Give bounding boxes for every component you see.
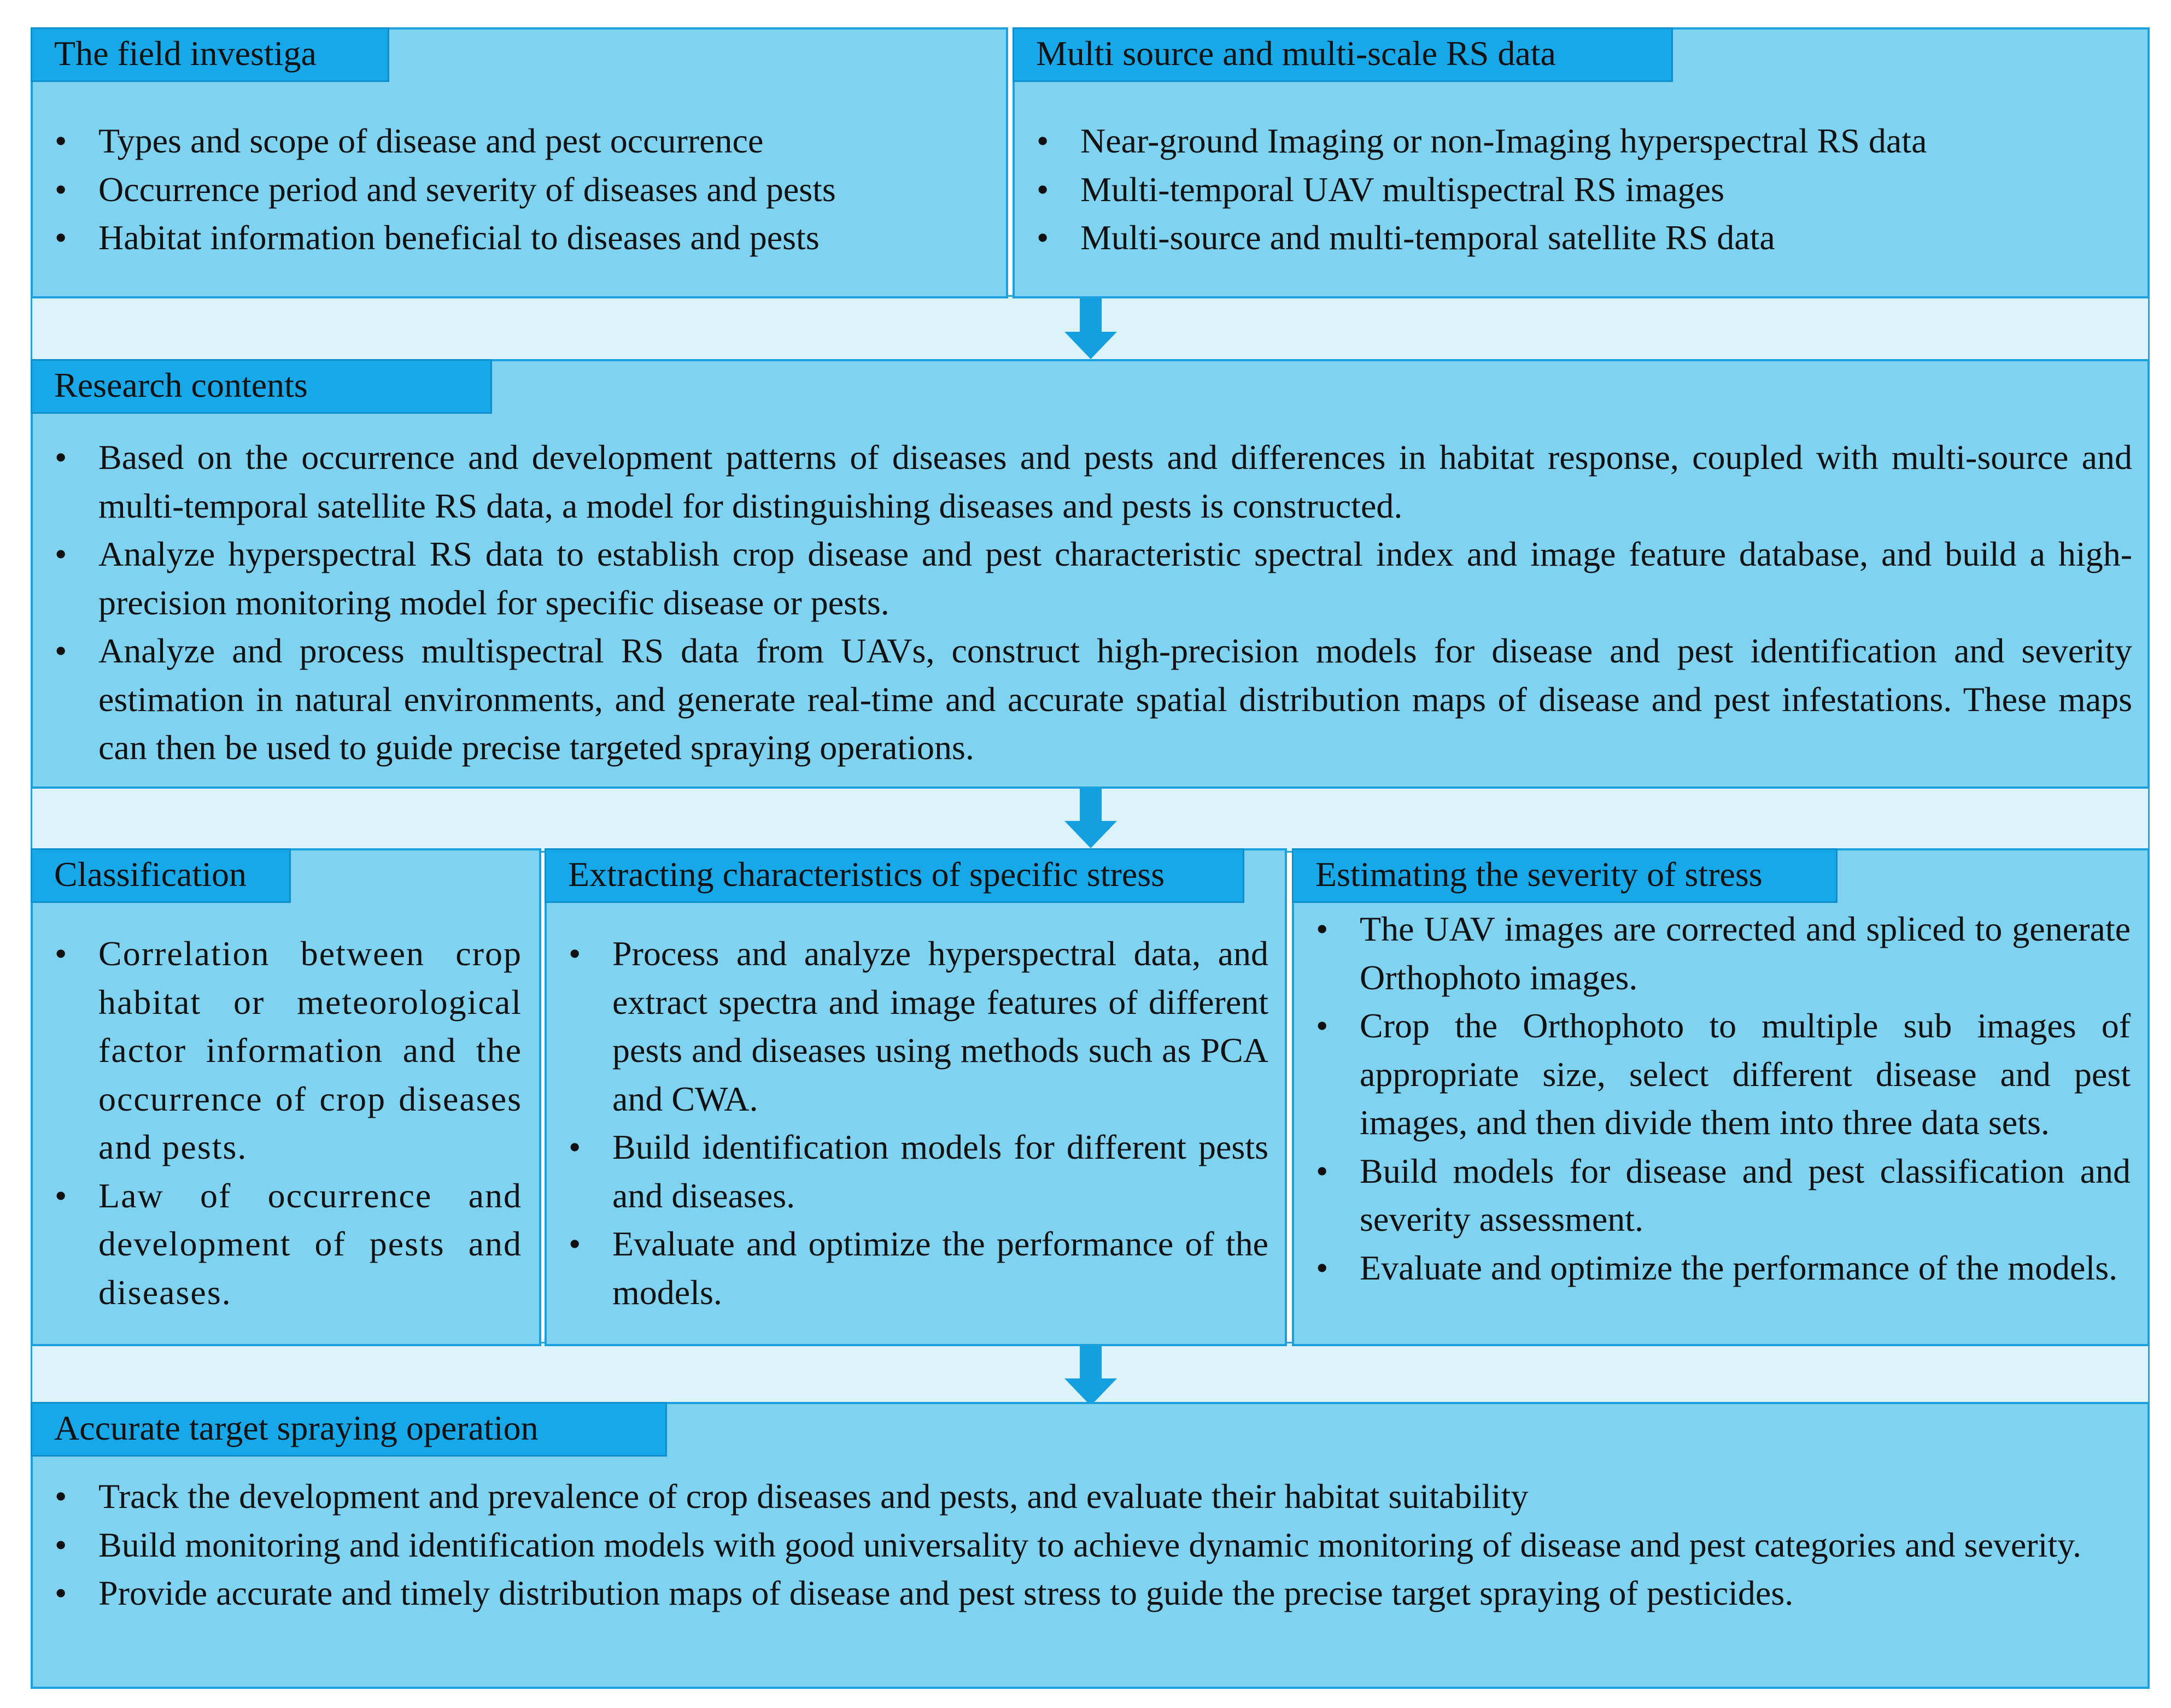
list-item: • Build monitoring and identification models with good universality to achieve dynamic monitoring of disease and pest categories and severity. [33, 1521, 2132, 1570]
list-item: • The UAV images are corrected and spliced to generate Orthophoto images. [1294, 905, 2131, 1002]
field-investigation-box [31, 27, 1008, 298]
target-spraying-title: Accurate target spraying operation [31, 1402, 667, 1457]
estimating-severity-list [1294, 905, 2131, 1292]
list-item: • Provide accurate and timely distribution maps of disease and pest stress to guide the precise target spraying of pesticides. [33, 1569, 2132, 1618]
classification-box [31, 848, 541, 1346]
estimating-severity-box [1292, 848, 2150, 1346]
research-contents-box [31, 359, 2150, 789]
list-item: • Types and scope of disease and pest occurrence [33, 117, 962, 166]
target-spraying-box [31, 1402, 2150, 1689]
list-item: • Multi-source and multi-temporal satellite RS data [1015, 214, 2130, 262]
extracting-characteristics-title: Extracting characteristics of specific stress [545, 848, 1244, 903]
list-item: • Based on the occurrence and development patterns of diseases and pests and differences in habitat response, coupled with multi-source and multi-temporal satellite RS data, a model for distinguishing diseases and pests is constructed. [33, 433, 2132, 530]
list-item: • Build identification models for different pests and diseases. [547, 1123, 1268, 1220]
extracting-characteristics-box [545, 848, 1287, 1346]
rs-data-box [1013, 27, 2150, 298]
list-item: • Near-ground Imaging or non-Imaging hyperspectral RS data [1015, 117, 2130, 166]
classification-title: Classification [31, 848, 291, 903]
list-item: • Analyze and process multispectral RS data from UAVs, construct high-precision models for disease and pest identification and severity estimation in natural environments, and generate real-time and accurate spatial distribution maps of disease and pest infestations. These maps can then be used to guide precise targeted spraying operations. [33, 627, 2132, 772]
estimating-severity-title: Estimating the severity of stress [1292, 848, 1838, 903]
field-investigation-list [33, 117, 962, 262]
list-item: • Law of occurrence and development of pests and diseases. [33, 1172, 522, 1317]
list-item: • Multi-temporal UAV multispectral RS images [1015, 166, 2130, 214]
list-item: • Correlation between crop habitat or meteorological factor information and the occurrence of crop diseases and pests. [33, 930, 522, 1172]
classification-list [33, 930, 522, 1317]
list-item: • Habitat information beneficial to diseases and pests [33, 214, 962, 262]
list-item: • Process and analyze hyperspectral data, and extract spectra and image features of different pests and diseases using methods such as PCA and CWA. [547, 930, 1268, 1123]
list-item: • Evaluate and optimize the performance of the models. [1294, 1244, 2131, 1293]
down-arrow-icon [1063, 1345, 1118, 1407]
field-investigation-title: The field investiga [31, 27, 389, 82]
extracting-characteristics-list [547, 930, 1268, 1317]
list-item: • Build models for disease and pest classification and severity assessment. [1294, 1147, 2131, 1244]
target-spraying-list [33, 1472, 2132, 1618]
list-item: • Crop the Orthophoto to multiple sub images of appropriate size, select different disease and pest images, and then divide them into three data sets. [1294, 1002, 2131, 1147]
list-item: • Track the development and prevalence of crop diseases and pests, and evaluate their habitat suitability [33, 1472, 2132, 1521]
down-arrow-icon [1063, 787, 1118, 850]
rs-data-list [1015, 117, 2130, 262]
list-item: • Occurrence period and severity of diseases and pests [33, 166, 962, 214]
list-item: • Evaluate and optimize the performance of the models. [547, 1220, 1268, 1317]
down-arrow-icon [1063, 298, 1118, 361]
research-contents-list [33, 433, 2132, 772]
rs-data-title: Multi source and multi-scale RS data [1013, 27, 1673, 82]
research-contents-title: Research contents [31, 359, 492, 414]
list-item: • Analyze hyperspectral RS data to establish crop disease and pest characteristic spectral index and image feature database, and build a high-precision monitoring model for specific disease or pests. [33, 530, 2132, 627]
